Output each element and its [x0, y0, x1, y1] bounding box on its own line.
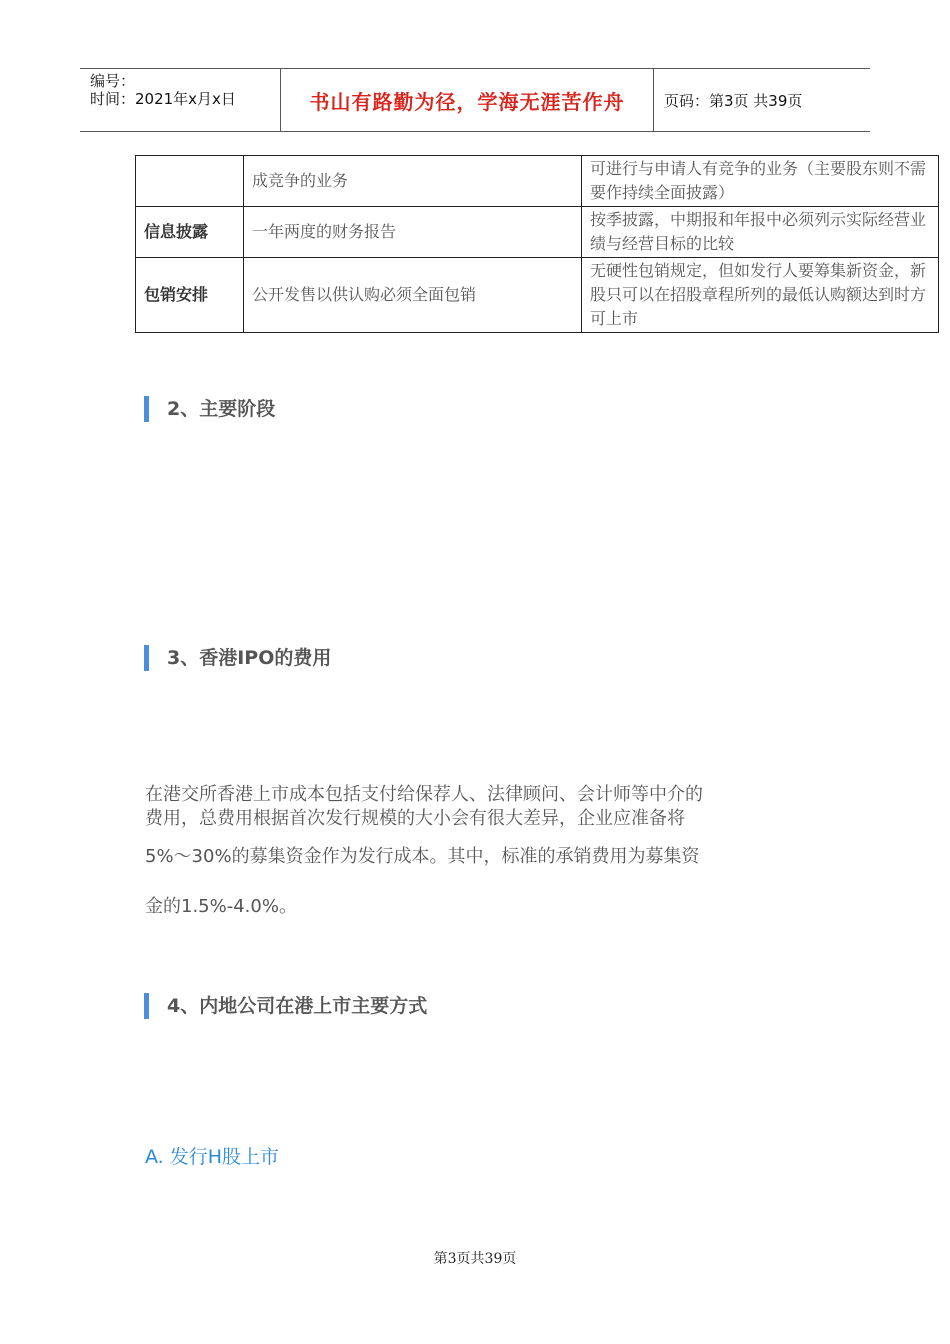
table-row [136, 258, 939, 333]
section-heading-ipo-costs: 3、香港IPO的费用 [144, 645, 331, 671]
header-page-cell [654, 69, 870, 131]
row-label: 信息披露 [136, 207, 244, 258]
paragraph-line: 在港交所香港上市成本包括支付给保荐人、法律顾问、会计师等中介的 [145, 784, 703, 805]
paragraph-line: 金的1.5%-4.0%。 [145, 896, 297, 917]
table-row [136, 156, 939, 207]
row-hk-main-board: 一年两度的财务报告 [244, 207, 582, 258]
section-heading-listing-methods: 4、内地公司在港上市主要方式 [144, 993, 427, 1019]
row-label: 包销安排 [136, 258, 244, 333]
section-heading-stages: 2、主要阶段 [144, 396, 275, 422]
comparison-table [135, 155, 939, 333]
time-line: 时间：2021年x月x日 [90, 90, 236, 108]
row-hk-main-board: 成竞争的业务 [244, 156, 582, 207]
paragraph-line: 5%～30%的募集资金作为发行成本。其中，标准的承销费用为募集资 [145, 846, 700, 867]
table-row [136, 207, 939, 258]
cost-paragraph-lines-1-2 [145, 783, 825, 831]
row-other: 无硬性包销规定，但如发行人要筹集新资金，新股只可以在招股章程所列的最低认购额达到时方可上市 [582, 258, 939, 333]
header-motto-cell [281, 69, 654, 131]
row-label [136, 156, 244, 207]
page-footer: 第3页共39页 [433, 1251, 517, 1267]
subheading-h-share: A. 发行H股上市 [145, 1146, 280, 1168]
header-left-cell [80, 69, 281, 131]
paragraph-line: 费用，总费用根据首次发行规模的大小会有很大差异，企业应准备将 [145, 808, 685, 829]
row-other: 可进行与申请人有竞争的业务（主要股东则不需要作持续全面披露） [582, 156, 939, 207]
page-header [80, 68, 870, 132]
number-label: 编号： [90, 72, 136, 90]
row-hk-main-board: 公开发售以供认购必须全面包销 [244, 258, 582, 333]
motto: 书山有路勤为径，学海无涯苦作舟 [309, 89, 625, 114]
page-info: 页码：第3页 共39页 [664, 91, 803, 110]
row-other: 按季披露，中期报和年报中必须列示实际经营业绩与经营目标的比较 [582, 207, 939, 258]
